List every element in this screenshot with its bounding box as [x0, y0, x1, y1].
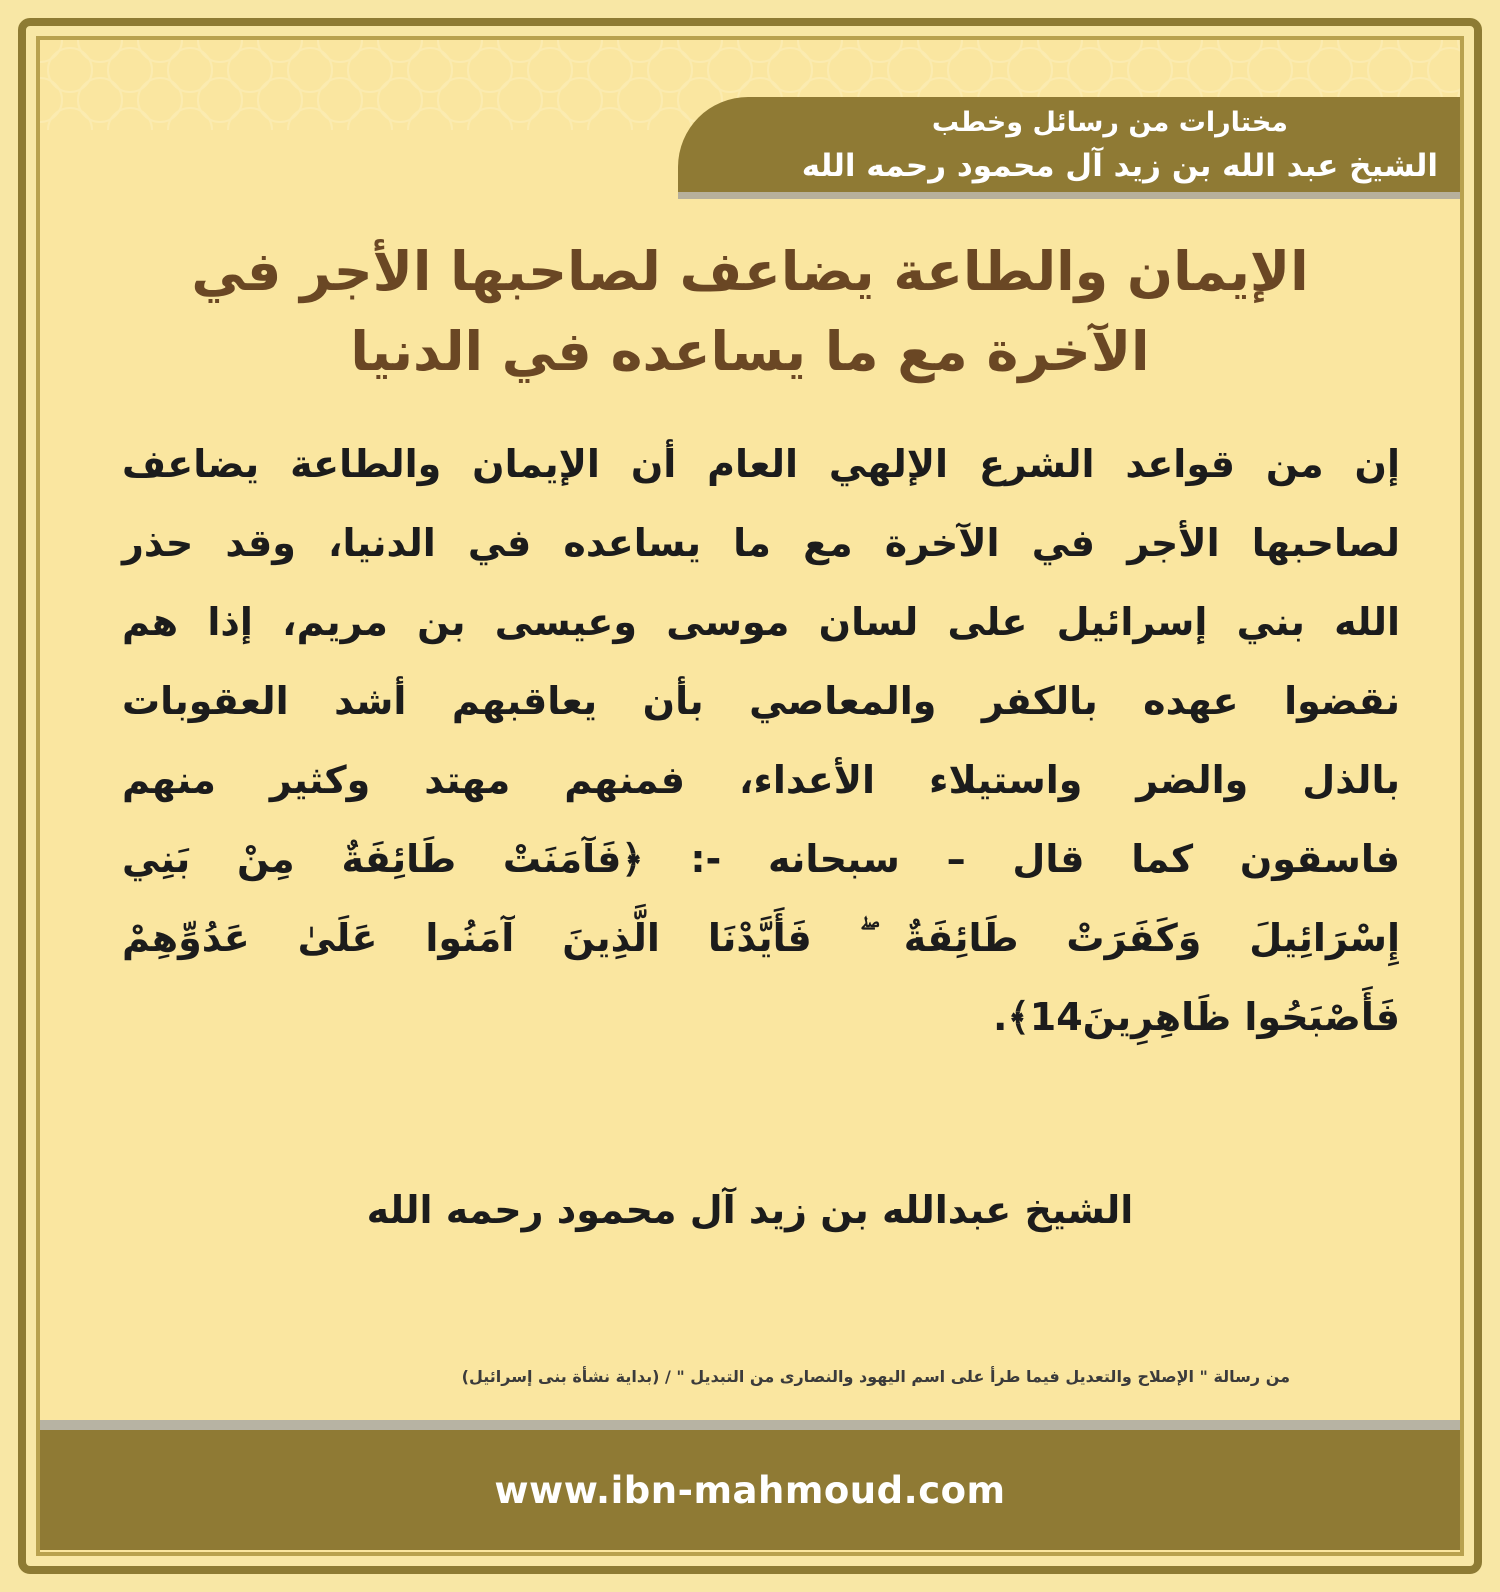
body-line: فَأَصْبَحُوا ظَاهِرِينَ14﴾. — [993, 995, 1400, 1039]
header-series-title: مختارات من رسائل وخطب — [931, 107, 1288, 138]
body-line: فاسقون كما قال – سبحانه -: ﴿فَآمَنَتْ طَائِفَةٌ مِنْ بَنِي — [122, 837, 1400, 881]
body-line: إِسْرَائِيلَ وَكَفَرَتْ طَائِفَةٌ ۖ فَأَيَّدْنَا الَّذِينَ آمَنُوا عَلَىٰ عَدُوِّهِمْ — [122, 916, 1400, 960]
footer-band — [40, 1430, 1460, 1550]
footer-divider — [40, 1420, 1460, 1430]
body-paragraph — [122, 425, 1400, 1057]
website-link[interactable]: www.ibn-mahmoud.com — [494, 1468, 1006, 1512]
author-signature: الشيخ عبدالله بن زيد آل محمود رحمه الله — [366, 1188, 1134, 1232]
body-line: إن من قواعد الشرع الإلهي العام أن الإيمان والطاعة يضاعف — [122, 442, 1400, 486]
title-line: الإيمان والطاعة يضاعف لصاحبها الأجر في — [191, 240, 1309, 303]
page-title — [60, 232, 1440, 392]
header-band — [678, 97, 1460, 192]
body-line: نقضوا عهده بالكفر والمعاصي بأن يعاقبهم أشد العقوبات — [122, 679, 1400, 723]
title-line: الآخرة مع ما يساعده في الدنيا — [350, 320, 1150, 383]
body-line: بالذل والضر واستيلاء الأعداء، فمنهم مهتد وكثير منهم — [122, 758, 1400, 802]
body-line: لصاحبها الأجر في الآخرة مع ما يساعده في الدنيا، وقد حذر — [122, 521, 1400, 565]
source-citation: من رسالة " الإصلاح والتعديل فيما طرأ على اسم اليهود والنصارى من التبديل " / (بداية نشأة بنى إسرائيل) — [461, 1367, 1290, 1386]
body-line: الله بني إسرائيل على لسان موسى وعيسى بن مريم، إذا هم — [122, 600, 1400, 644]
header-author-name: الشيخ عبد الله بن زيد آل محمود رحمه الله — [801, 148, 1438, 184]
